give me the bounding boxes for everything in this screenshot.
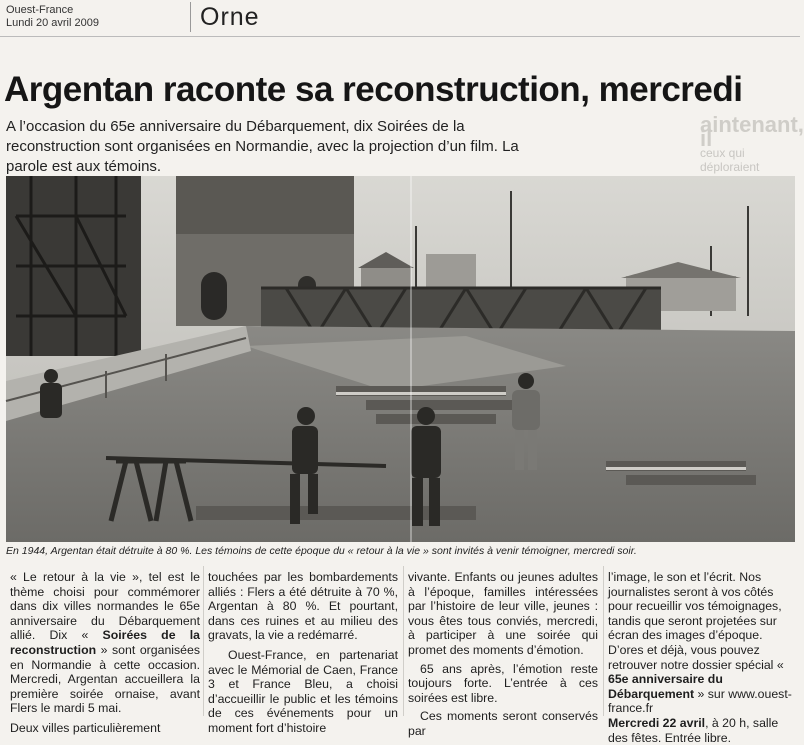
paragraph: Ces moments seront conservés par (408, 709, 598, 738)
newspaper-meta (6, 4, 99, 30)
paragraph-text: l’image, le son et l’écrit. Nos journalistes seront à vos côtés pour recueillir vos témoignages, tandis que seront projetées sur écran des images d’époque. D’ores et déjà, vous pouvez retrouver notre dossier spécial « (608, 570, 784, 672)
article-column-4 (608, 570, 800, 745)
paragraph (10, 570, 200, 716)
paragraph-text: » sur www.ouest-france.fr (608, 686, 792, 716)
issue-date: Lundi 20 avril 2009 (6, 17, 99, 29)
article-column-1 (10, 570, 200, 736)
paragraph: 65 ans après, l’émotion reste toujours forte. L’entrée à ces soirées est libre. (408, 661, 598, 705)
bleed-through-title: aintenant, il (700, 112, 804, 151)
page-header (0, 0, 800, 36)
paragraph (608, 570, 800, 716)
highlight-text: 65e anniversaire du Débarquement (608, 672, 723, 701)
article-lede: A l’occasion du 65e anniversaire du Débarquement, dix Soirées de la reconstruction sont organisées en Normandie, avec la projection d’un film. La parole est aux témoins. (6, 118, 519, 175)
newspaper-name: Ouest-France (6, 4, 74, 16)
column-divider (603, 566, 604, 716)
article-column-2 (208, 570, 398, 736)
article-column-3 (408, 570, 598, 739)
archive-photo (6, 176, 795, 542)
column-divider (203, 566, 204, 716)
paragraph: Ouest-France, en partenariat avec le Mémorial de Caen, France 3 et France Bleu, a choisi d’accueillir le public et les témoins de ces événements pour un moment fort d’histoire (208, 647, 398, 735)
photo-caption: En 1944, Argentan était détruite à 80 %. Les témoins de cette époque du « retour à la vie » sont invités à venir témoigner, mercredi soir. (6, 545, 637, 557)
bleed-through-text (700, 112, 804, 178)
column-divider (403, 566, 404, 716)
event-info (608, 716, 800, 745)
paragraph: Deux villes particulièrement (10, 720, 161, 735)
highlight-text: Soirées de la reconstruction (10, 628, 200, 657)
paragraph: vivante. Enfants ou jeunes adultes à l’époque, familles intéressées par l’histoire de leur ville, jeunes : vous êtes tous conviés, mercredi, à participer à une soirée qui promet des moments d’émotion. (408, 570, 598, 657)
event-date: Mercredi 22 avril (608, 715, 706, 730)
header-divider (190, 2, 191, 32)
paragraph-text: » sont organisées en Normandie à cette occasion. Mercredi, Argentan accueillera la première soirée ornaise, avant Flers le mardi 5 mai. (10, 642, 200, 716)
paragraph-text: « Le retour à la vie », tel est le thème choisi pour commémorer dans dix villes normandes le 65e anniversaire du Débarquement allié. Dix « (10, 570, 200, 643)
bleed-through-line: ceux qui déploraient (700, 146, 760, 174)
paragraph: touchées par les bombardements alliés : Flers a été détruite à 70 %, Argentan à 80 %. Et pourtant, dans ces ruines et au milieu des gravats, la vie a redémarré. (208, 570, 398, 643)
archive-photo-illustration (6, 176, 795, 542)
header-rule (0, 36, 800, 37)
section-title: Orne (200, 3, 260, 31)
article-headline: Argentan raconte sa reconstruction, mercredi (4, 70, 743, 109)
event-details: , à 20 h, salle des fêtes. Entrée libre. (608, 715, 779, 745)
